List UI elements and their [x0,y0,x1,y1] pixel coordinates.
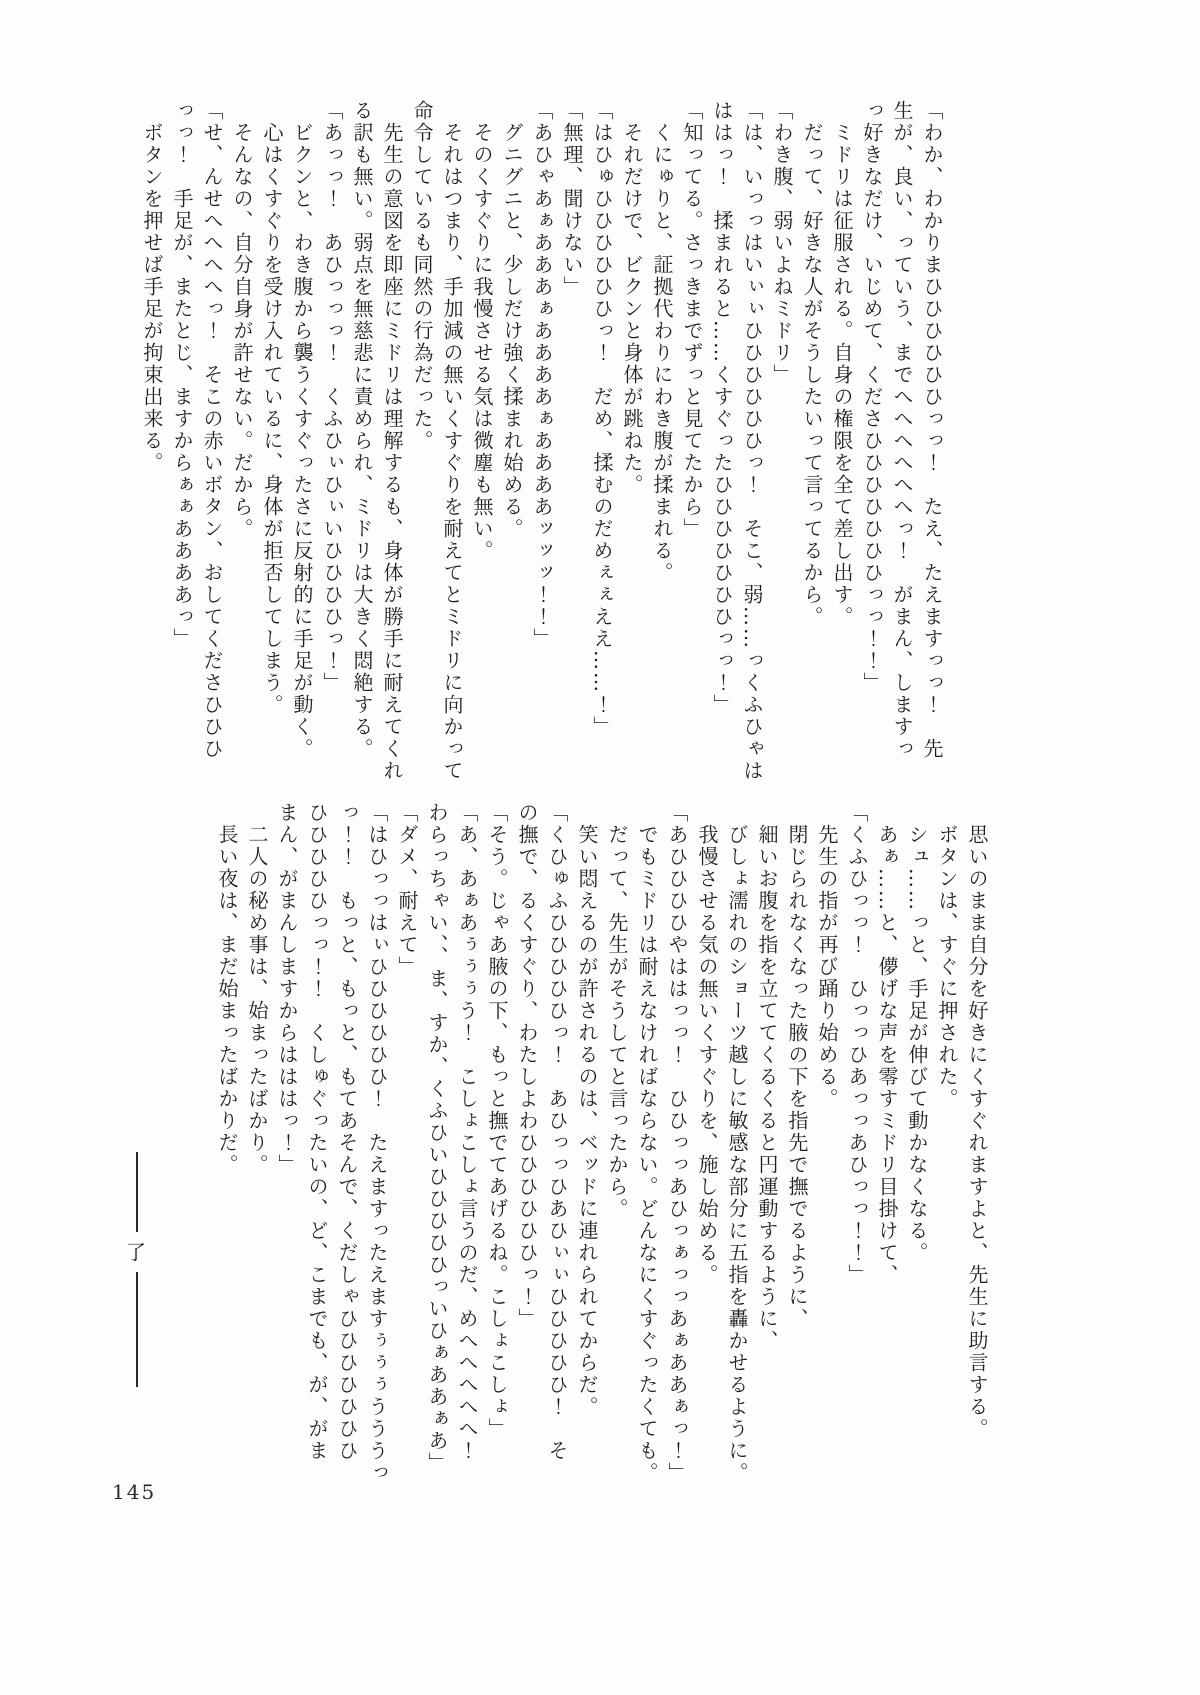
novel-text-block-top [137,100,947,790]
text-column: 先生の意図を即座にミドリは理解するも、身体が勝手に耐えてくれ [380,122,404,782]
text-column: グニグニと、少しだけ強く揉まれ始める。 [500,122,524,540]
text-column: 「ダメ、耐えて」 [395,802,419,978]
text-column: だって、先生がそうしてと言ったから。 [605,824,629,1220]
text-column: 「そう。じゃあ腋の下、もっと撫でてあげるね。こしょこしょ」 [485,802,509,1440]
novel-text-block-bottom [122,802,992,1492]
text-column: 「くふひっっ！ ひっっひあっっあひっっ！！」 [845,802,869,1286]
text-column: 「あひひひひやははっっ！ ひひっっあひっぁっっあぁああぁっ！」 [665,802,689,1484]
text-column: わらっちゃい、、ま、すか、くふひいひひひひひっいひぁああぁあ」 [425,802,449,1474]
text-column: 「あっっ！ あひっっっ！ くふひぃひぃいひひひひっ！」 [320,100,344,694]
text-column: まん、がまんしますからはははっ！」 [275,802,299,1176]
text-column: 「せ、んせへへへへっ！ そこの赤いボタン、おしてくださひひひ [200,100,224,760]
text-column: の撫で、るくすぐり、わたしよわひひひひひひっ！」 [515,802,539,1330]
text-column: 先生の指が再び踊り始める。 [815,824,839,1110]
text-column: でもミドリは耐えなければならない。どんなにくすぐったくても。 [635,824,659,1484]
text-column: 「はひっっはぃひひひひひひ！ たえますったえますぅぅぅうううっ [365,802,389,1484]
text-column: 笑い悶えるのが許されるのは、ベッドに連れられてからだ。 [575,824,599,1418]
text-column: 二人の秘め事は、始まったばかり。 [245,824,269,1176]
text-column: 心はくすぐりを受け入れているに、身体が拒否してしまう。 [260,122,284,716]
text-column: 長い夜は、まだ始まったばかりだ。 [215,824,239,1176]
text-column: そのくすぐりに我慢させる気は微塵も無い。 [470,122,494,562]
end-mark-dash-bottom [136,1272,138,1387]
text-column: る訳も無い。弱点を無慈悲に責められ、ミドリは大きく悶絶する。 [350,100,374,760]
end-mark-dash-top [136,1152,138,1232]
text-column: 細いお腹を指を立ててくるくると円運動するように、 [755,824,779,1352]
text-column: 命令しているも同然の行為だった。 [410,100,434,452]
text-column: 生が、良い、っていう、までへへへへへへっ！ がまん、しますっ [890,100,914,760]
text-column: びしょ濡れのショーツ越しに敏感な部分に五指を轟かせるように。 [725,824,749,1484]
page-number: 145 [112,1480,157,1504]
text-column: ひひひひひっっ！！ くしゅぐったいの、ど、こまでも、が、がま [305,802,329,1462]
text-column: 「あ、あぁあぅぅぅう！ こしょこしょ言うのだ、めへへへへへ！ [455,802,479,1462]
text-column: 「くひゅふひひひひひっ！ あひっっひあひぃぃひひひひひ！ そ [545,802,569,1462]
story-end-mark [122,802,152,1492]
text-column: 閉じられなくなった腋の下を指先で撫でるように、 [785,824,809,1330]
text-column: ボタンは、すぐに押された。 [935,824,959,1110]
text-column: だって、好きな人がそうしたいって言ってるから。 [800,122,824,628]
text-column: シュ……っと、手足が伸びて動かなくなる。 [905,824,929,1264]
text-column: それはつまり、手加減の無いくすぐりを耐えてとミドリに向かって [440,122,464,782]
end-mark-glyph: 了 [126,1240,148,1264]
text-column: 「無理、聞けない」 [560,100,584,298]
text-column: あぁ……と、儚げな声を零すミドリ目掛けて、 [875,824,899,1286]
text-column: 「知ってる。さっきまでずっと見てたから」 [680,100,704,540]
text-column: そんなの、自分自身が許せない。だから。 [230,122,254,540]
text-column: 「わか、わかりまひひひひひひっっ！ たえ、たえますっっ！ 先 [920,100,944,760]
text-column: 「わき腹、弱いよねミドリ」 [770,100,794,386]
text-column: ボタンを押せば手足が拘束出来る。 [140,122,164,474]
text-column: 「はひゅひひひひひひっ！ だめ、揉むのだめぇぇええ……！」 [590,100,614,738]
text-column: それだけで、ビクンと身体が跳ねた。 [620,122,644,496]
column-spacer [152,802,182,1492]
text-column: 「あひゃあぁあああぁああああぁああああッッッ！！」 [530,100,554,650]
text-column: 我慢させる気の無いくすぐりを、施し始める。 [695,824,719,1286]
text-column: っ好きなだけ、いじめて、くださひひひひひひひっっ！！」 [860,100,884,694]
column-spacer [182,802,212,1492]
text-column: ビクンと、わき腹から襲うくすぐったさに反射的に手足が動く。 [290,122,314,760]
text-column: 「は、いっっはいぃぃひひひひひひっ！ そこ、弱……っくふひゃは [740,100,764,782]
text-column: っ！！ もっと、もっと、もてあそんで、くだしゃひひひひひひひ [335,802,359,1462]
text-column: 思いのまま自分を好きにくすぐれますよと、先生に助言する。 [965,824,989,1440]
text-column: くにゅりと、証拠代わりにわき腹が揉まれる。 [650,122,674,584]
text-column: ミドリは征服される。自身の権限を全て差し出す。 [830,122,854,628]
text-column: ははっ！ 揉まれると……くすぐったひひひひひひひっっ！」 [710,100,734,716]
text-column: っっ！ 手足が、またとじ、ますからぁぁああああっ」 [170,100,194,650]
